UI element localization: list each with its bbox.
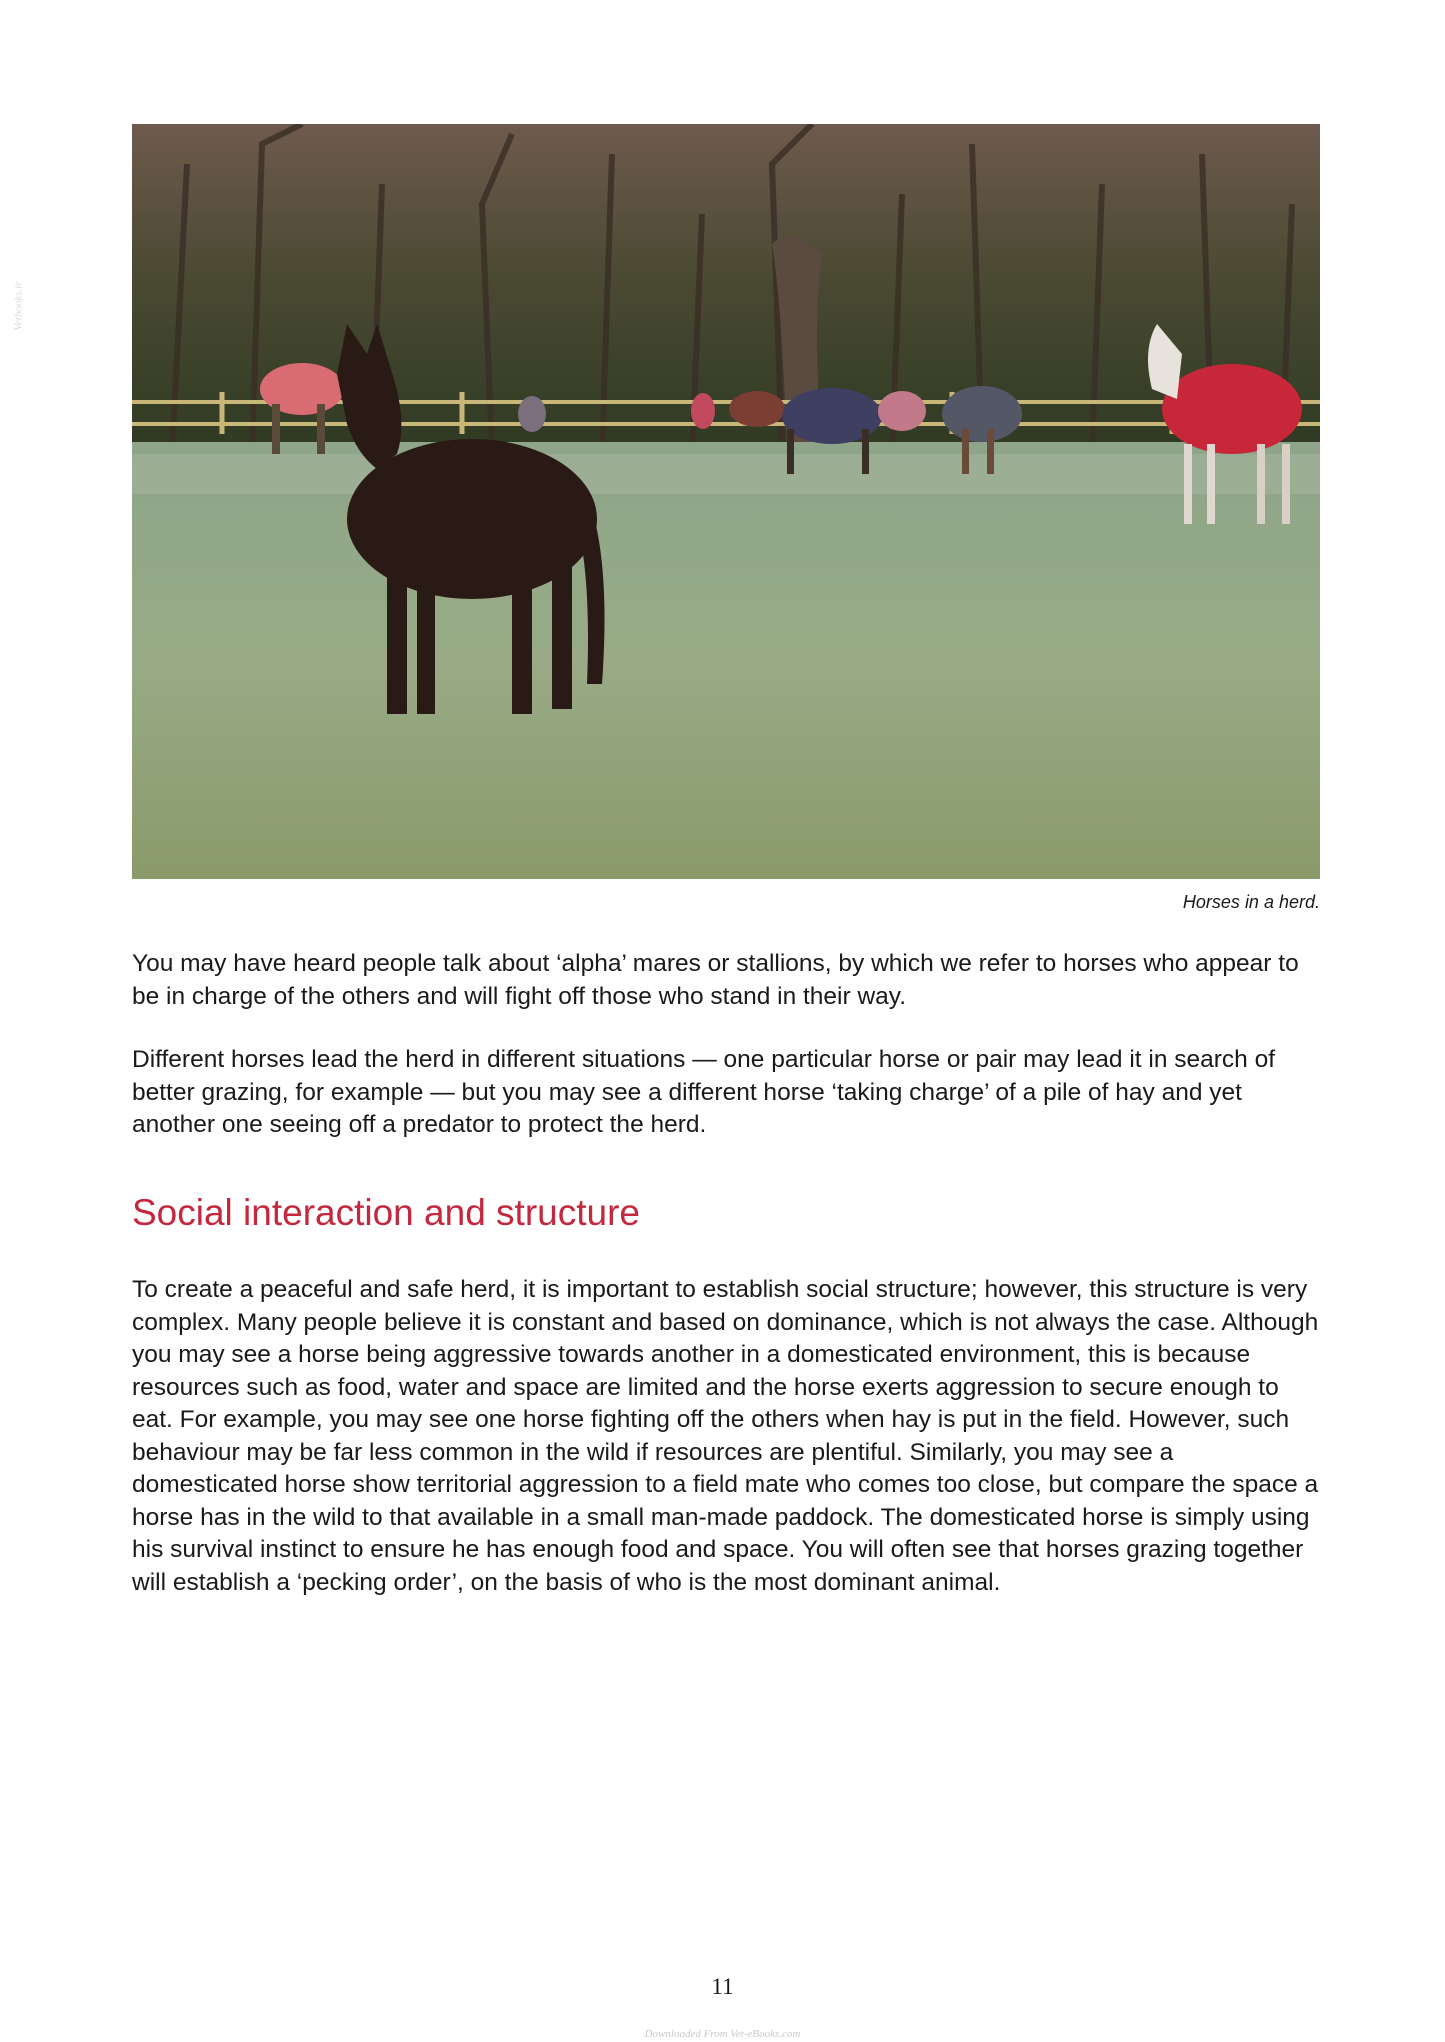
section-heading: Social interaction and structure: [132, 1192, 640, 1233]
body-paragraph: You may have heard people talk about ‘alpha’ mares or stallions, by which we refer to horses who appear to be in charge of the others and will fight off those who stand in their way.: [132, 950, 1299, 1010]
figure-caption: Horses in a herd.: [1182, 892, 1320, 912]
footer-watermark: Downloaded From Vet-eBooks.com: [644, 2028, 801, 2040]
body-paragraph: To create a peaceful and safe herd, it is important to establish social structure; however, this structure is very complex. Many people believe it is constant and based on dominance, which is not always the case. Although you may see a horse being aggressive towards another in a domesticated environment, this is because resources such as food, water and space are limited and the horse exerts aggression to secure enough to eat. For example, you may see one horse fighting off the others when hay is put in the field. However, such behaviour may be far less common in the wild if resources are plentiful. Similarly, you may see a domesticated horse show territorial aggression to a field mate who comes too close, but compare the space a horse has in the wild to that available in a small man-made paddock. The domesticated horse is simply using his survival instinct to ensure he has enough food and space. You will often see that horses grazing together will establish a ‘pecking order’, on the basis of who is the most dominant animal.: [132, 1276, 1319, 1596]
page-number: 11: [711, 1974, 734, 1999]
side-watermark: Vetbooks.ir: [12, 281, 25, 331]
body-paragraph: Different horses lead the herd in different situations — one particular horse or pair may lead it in search of better grazing, for example — but you may see a different horse ‘taking charge’ of a pile of hay and yet another one seeing off a predator to protect the herd.: [132, 1046, 1276, 1138]
horses-photo: [132, 124, 1320, 879]
